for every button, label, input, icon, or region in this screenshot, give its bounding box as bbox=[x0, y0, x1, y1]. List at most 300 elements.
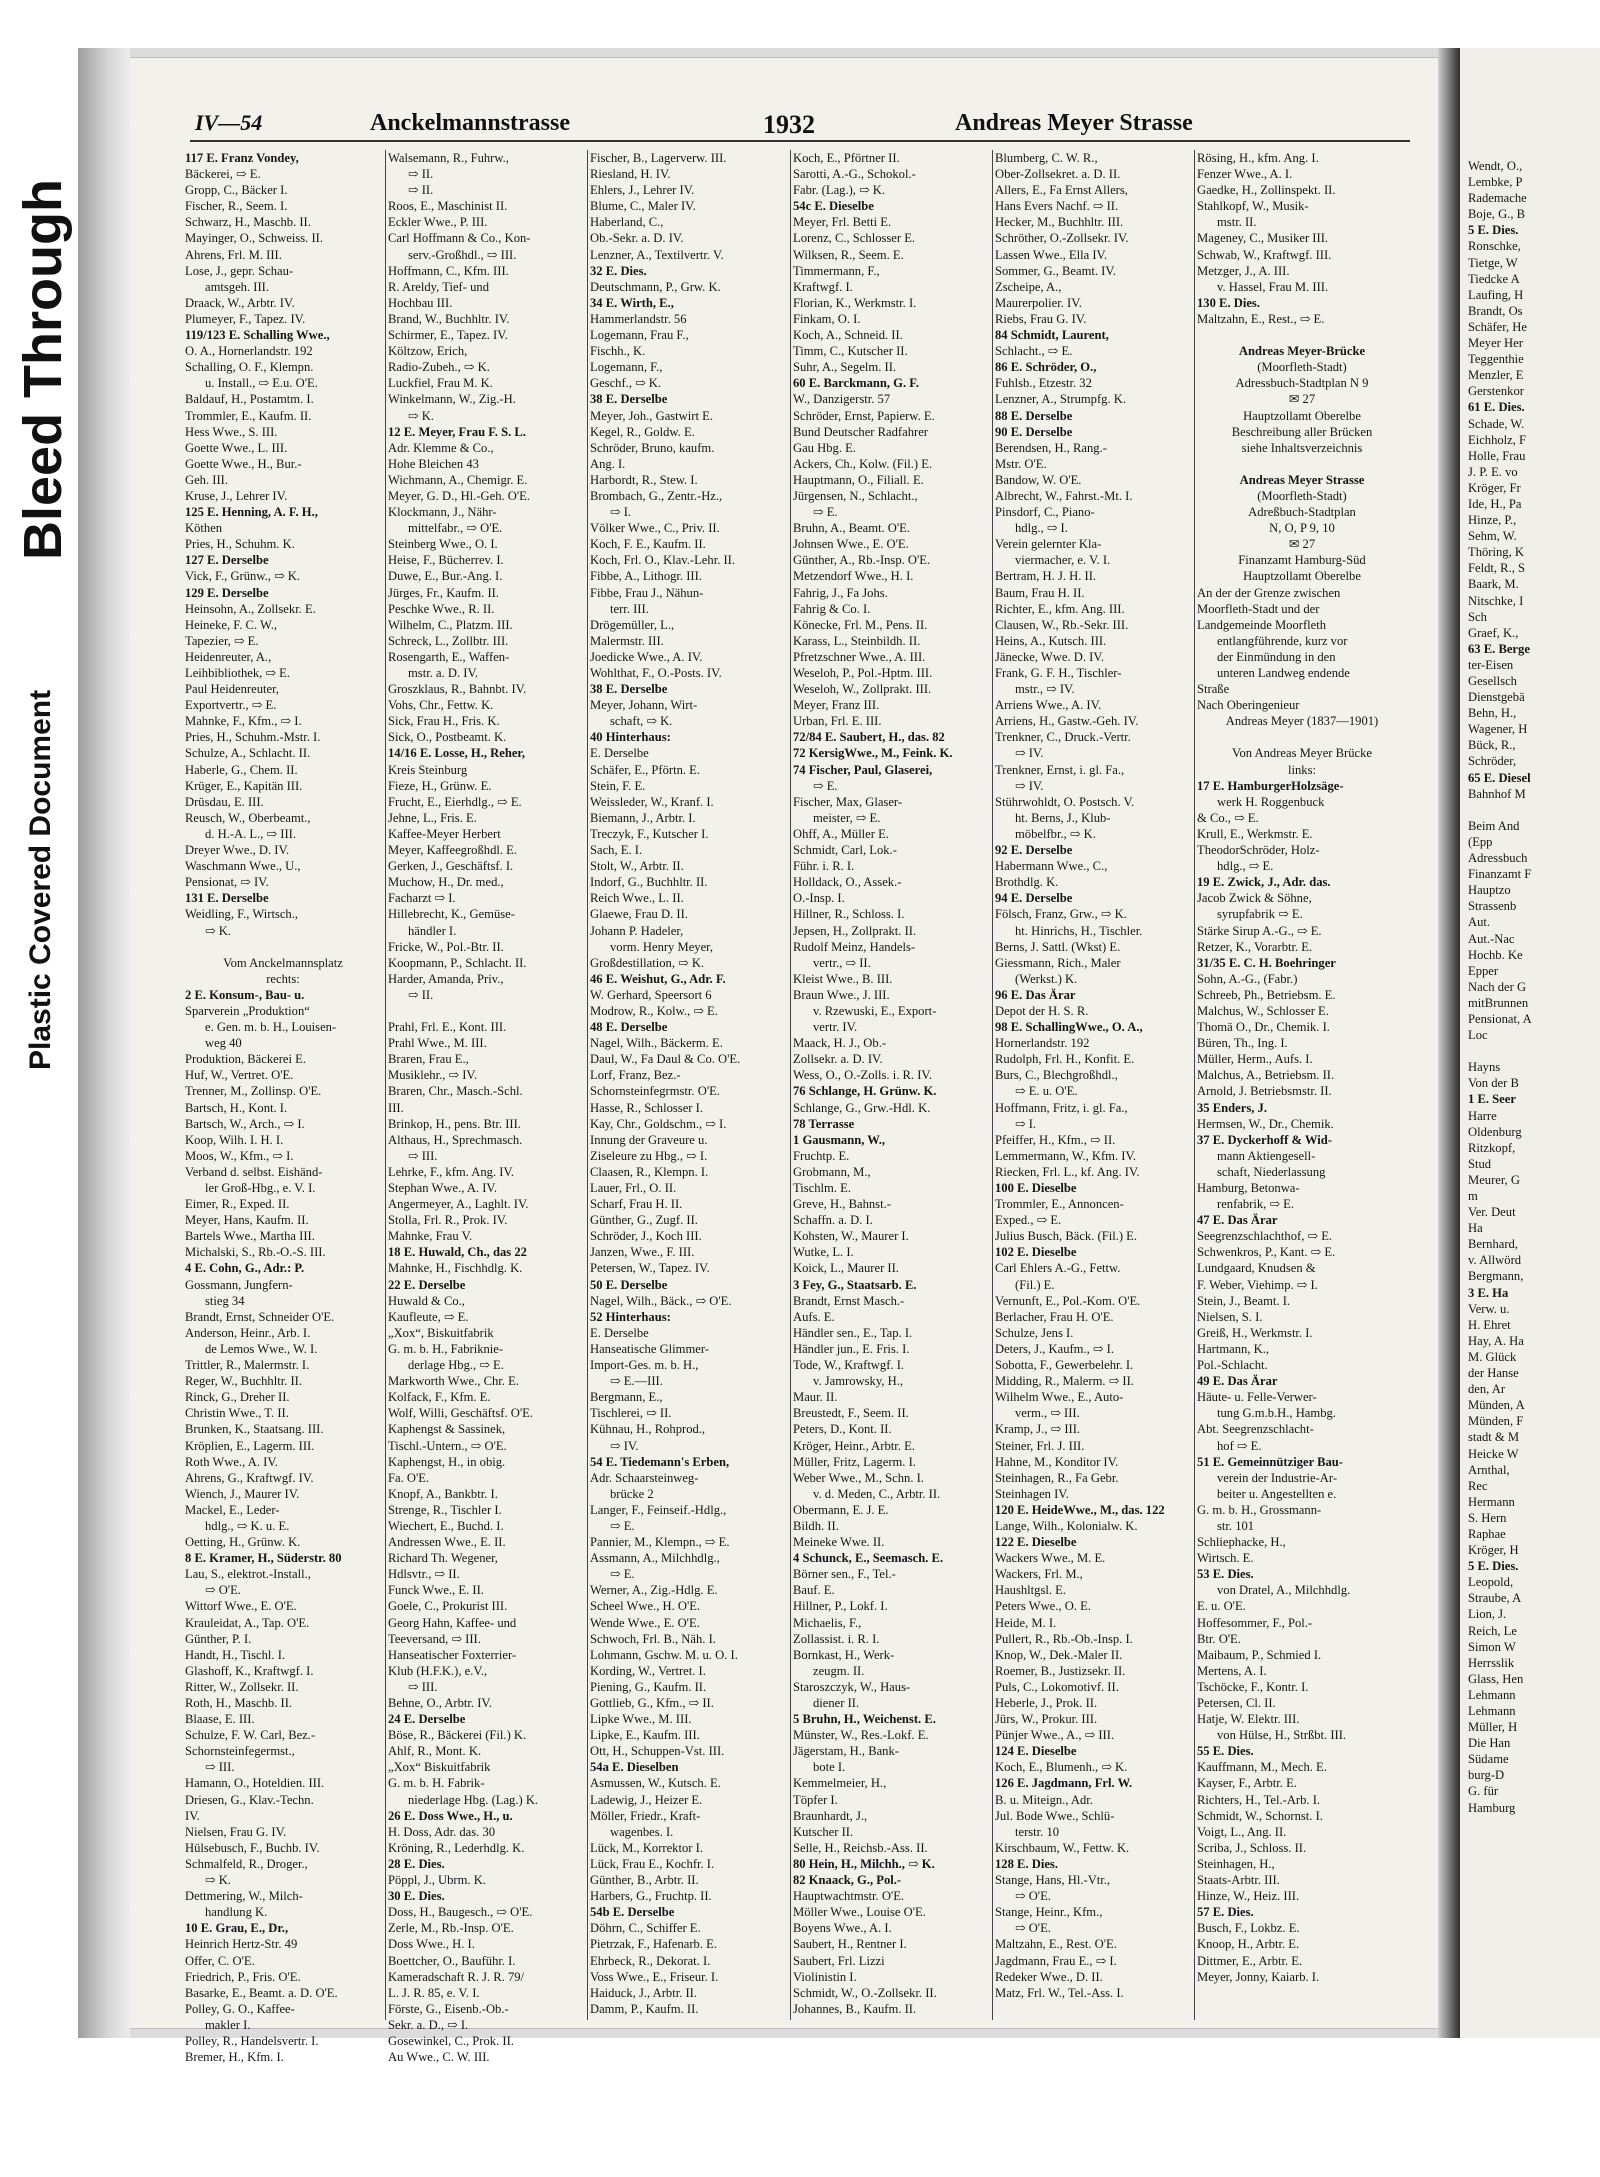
directory-entry: Stärke Sirup A.-G., ⇨ E. bbox=[1197, 923, 1322, 938]
adjacent-page-entry: Bahnhof M bbox=[1468, 786, 1526, 801]
directory-entry: Führ. i. R. I. bbox=[793, 859, 855, 874]
directory-entry: ⇨ E.—III. bbox=[610, 1374, 663, 1389]
adjacent-page-entry: Reich, Le bbox=[1468, 1623, 1517, 1638]
directory-entry: vertr. IV. bbox=[813, 1020, 858, 1035]
bleed-through-label: Bleed Through bbox=[13, 179, 73, 560]
directory-entry: Oetting, H., Grünw. K. bbox=[185, 1535, 301, 1550]
directory-entry: Brombach, G., Zentr.-Hz., bbox=[590, 488, 723, 503]
directory-entry: Facharzt ⇨ I. bbox=[388, 891, 456, 906]
directory-entry: H. Doss, Adr. das. 30 bbox=[388, 1824, 496, 1839]
directory-entry: weg 40 bbox=[205, 1036, 242, 1051]
directory-entry: 4 E. Cohn, G., Adr.: P. bbox=[185, 1261, 305, 1276]
directory-entry: Schornsteinfegrmstr. O'E. bbox=[590, 1084, 720, 1099]
directory-entry: Plumeyer, F., Tapez. IV. bbox=[185, 311, 306, 326]
directory-entry: 53 E. Dies. bbox=[1197, 1567, 1254, 1582]
directory-entry: Heberle, J., Prok. II. bbox=[995, 1696, 1098, 1710]
directory-entry: Hauptzollamt Oberelbe bbox=[1243, 569, 1361, 584]
directory-entry: Bornkast, H., Werk- bbox=[793, 1647, 895, 1662]
directory-entry: Günther, A., Rb.-Insp. O'E. bbox=[793, 553, 931, 568]
adjacent-page-entry: Herrsslik bbox=[1468, 1655, 1515, 1670]
directory-entry: Haushltgsl. E. bbox=[995, 1583, 1067, 1598]
directory-entry: Baum, Frau H. II. bbox=[995, 585, 1085, 600]
directory-entry: mann Aktiengesell- bbox=[1217, 1148, 1316, 1163]
directory-entry: Muchow, H., Dr. med., bbox=[388, 875, 504, 890]
directory-entry: Bäckerei, ⇨ E. bbox=[185, 167, 261, 182]
directory-column-6 bbox=[1197, 150, 1407, 2020]
adjacent-page-entry: Leopold, bbox=[1468, 1575, 1514, 1590]
directory-entry: Bertram, H. J. H. II. bbox=[995, 569, 1097, 584]
directory-entry: Kruse, J., Lehrer IV. bbox=[185, 488, 288, 503]
column-rule bbox=[790, 150, 791, 2020]
directory-entry: Andreas Meyer (1837—1901) bbox=[1225, 714, 1379, 729]
directory-entry: Braun Wwe., J. III. bbox=[793, 987, 890, 1002]
directory-entry: 72/84 E. Saubert, H., das. 82 bbox=[793, 730, 945, 745]
directory-entry: Verein gelernter Kla- bbox=[995, 537, 1102, 552]
directory-entry: Althaus, H., Sprechmasch. bbox=[388, 1132, 523, 1147]
directory-entry: Stein, J., Beamt. I. bbox=[1197, 1293, 1291, 1308]
directory-entry: Blumberg, C. W. R., bbox=[995, 151, 1098, 165]
directory-entry: Pietrzak, F., Hafenarb. E. bbox=[590, 1937, 717, 1952]
directory-entry: Kröplien, E., Lagerm. III. bbox=[185, 1438, 315, 1453]
directory-entry: Nielsen, Frau G. IV. bbox=[185, 1824, 287, 1839]
adjacent-page-entry: Teggenthie bbox=[1468, 352, 1524, 367]
directory-entry: Lauer, Frl., O. II. bbox=[590, 1181, 677, 1195]
directory-entry: ⇨ E. bbox=[813, 778, 838, 793]
adjacent-page-entry: (Epp bbox=[1468, 834, 1493, 849]
directory-entry: mstr. II. bbox=[1217, 215, 1257, 230]
directory-entry: Kaphengst & Sassinek, bbox=[388, 1422, 506, 1437]
directory-entry: Hülsebusch, F., Buchb. IV. bbox=[185, 1840, 320, 1855]
directory-entry: Rosengarth, E., Waffen- bbox=[388, 649, 510, 664]
adjacent-page-entry: Simon W bbox=[1468, 1639, 1516, 1654]
directory-entry: Angermeyer, A., Laghlt. IV. bbox=[388, 1197, 529, 1212]
directory-entry: Koopmann, P., Schlacht. II. bbox=[388, 955, 527, 970]
directory-entry: möbelfbr., ⇨ K. bbox=[1015, 826, 1096, 841]
directory-entry: 82 Knaack, G., Pol.- bbox=[793, 1873, 902, 1888]
directory-entry: Allers, E., Fa Ernst Allers, bbox=[995, 183, 1128, 198]
directory-entry: 22 E. Derselbe bbox=[388, 1277, 466, 1292]
directory-entry: Thomä O., Dr., Chemik. I. bbox=[1197, 1020, 1330, 1035]
directory-entry: Adressbuch-Stadtplan N 9 bbox=[1235, 376, 1369, 391]
directory-entry: Vom Anckelmannsplatz bbox=[223, 955, 343, 970]
directory-entry: Braren, Frau E., bbox=[388, 1052, 469, 1067]
directory-entry: 72 KersigWwe., M., Feink. K. bbox=[793, 746, 953, 761]
directory-entry: ⇨ II. bbox=[408, 167, 434, 182]
directory-entry: Költzow, Erich, bbox=[388, 344, 468, 359]
directory-entry: Lenzner, A., Textilvertr. V. bbox=[590, 247, 724, 262]
adjacent-page-entry: 63 E. Berge bbox=[1468, 641, 1530, 656]
directory-entry: Heidenreuter, A., bbox=[185, 649, 272, 664]
directory-entry: Import-Ges. m. b. H., bbox=[590, 1358, 699, 1373]
directory-entry: Arriens Wwe., A. IV. bbox=[995, 698, 1102, 713]
directory-entry: O. A., Hornerlandstr. 192 bbox=[185, 344, 313, 359]
adjacent-page-entry: Kröger, H bbox=[1468, 1543, 1519, 1558]
adjacent-page-entry: Menzler, E bbox=[1468, 368, 1524, 383]
directory-entry: Heide, M. I. bbox=[995, 1615, 1057, 1630]
header-rule bbox=[190, 140, 1410, 142]
directory-entry: Kutscher II. bbox=[793, 1824, 854, 1839]
directory-entry: Hatje, W. Elektr. III. bbox=[1197, 1712, 1300, 1727]
directory-entry: Staroszczyk, W., Haus- bbox=[793, 1679, 911, 1694]
directory-entry: Kramp, J., ⇨ III. bbox=[995, 1422, 1081, 1437]
adjacent-page-entry: Tiedcke A bbox=[1468, 271, 1520, 286]
adjacent-page-column bbox=[1468, 158, 1600, 1816]
adjacent-page-entry: J. P. E. vo bbox=[1468, 464, 1518, 479]
directory-entry: Hochbau III. bbox=[388, 295, 453, 310]
directory-entry: 19 E. Zwick, J., Adr. das. bbox=[1197, 875, 1331, 890]
directory-entry: Lehrke, F., kfm. Ang. IV. bbox=[388, 1164, 515, 1179]
directory-entry: Mahnke, Frau V. bbox=[388, 1229, 473, 1244]
directory-entry: Hamburg, Betonwa- bbox=[1197, 1181, 1300, 1195]
directory-entry: Exped., ⇨ E. bbox=[995, 1213, 1062, 1228]
directory-entry: 12 E. Meyer, Frau F. S. L. bbox=[388, 424, 526, 439]
directory-entry: Meyer, Kaffeegroßhdl. E. bbox=[388, 843, 517, 858]
directory-entry: Michaelis, F., bbox=[793, 1615, 862, 1630]
directory-entry: 131 E. Derselbe bbox=[185, 891, 269, 906]
directory-entry: Könecke, Frl. M., Pens. II. bbox=[793, 617, 928, 632]
directory-entry: Mayinger, O., Schweiss. II. bbox=[185, 231, 324, 246]
directory-entry: 51 E. Gemeinnütziger Bau- bbox=[1197, 1454, 1343, 1469]
directory-column-1 bbox=[185, 150, 381, 2065]
directory-entry: Harbordt, R., Stew. I. bbox=[590, 472, 698, 487]
directory-entry: Mackel, E., Leder- bbox=[185, 1502, 280, 1517]
adjacent-page-entry: Thöring, K bbox=[1468, 545, 1524, 560]
directory-entry: Maurerpolier. IV. bbox=[995, 295, 1082, 310]
directory-entry: 78 Terrasse bbox=[793, 1116, 855, 1131]
directory-entry: 38 E. Derselbe bbox=[590, 392, 668, 407]
binding-gutter bbox=[78, 48, 130, 2038]
directory-entry: ⇨ III. bbox=[408, 1679, 438, 1694]
directory-entry: Karass, L., Steinbildh. II. bbox=[793, 633, 921, 648]
directory-entry: Saubert, H., Rentner I. bbox=[793, 1937, 907, 1952]
directory-entry: Pries, H., Schuhm. K. bbox=[185, 537, 295, 552]
adjacent-page-entry: Hauptzo bbox=[1468, 883, 1511, 898]
directory-entry: Kayser, F., Arbtr. E. bbox=[1197, 1776, 1297, 1791]
directory-entry: Staats-Arbtr. III. bbox=[1197, 1873, 1280, 1888]
directory-entry: TheodorSchröder, Holz- bbox=[1197, 843, 1320, 858]
directory-entry: mstr. a. D. IV. bbox=[408, 666, 479, 680]
directory-entry: händler I. bbox=[408, 923, 457, 938]
adjacent-page-entry: Eichholz, F bbox=[1468, 432, 1527, 447]
directory-entry: Meyer, Frl. Betti E. bbox=[793, 215, 892, 230]
directory-entry: B. u. Miteign., Adr. bbox=[995, 1792, 1093, 1807]
directory-entry: Wittorf Wwe., E. O'E. bbox=[185, 1599, 297, 1614]
directory-entry: Zollassist. i. R. I. bbox=[793, 1631, 880, 1646]
directory-entry: Reger, W., Buchhltr. II. bbox=[185, 1374, 303, 1389]
adjacent-page-entry: Harre bbox=[1468, 1108, 1497, 1123]
directory-entry: Tischl.-Untern., ⇨ O'E. bbox=[388, 1438, 507, 1453]
directory-entry: Moos, W., Kfm., ⇨ I. bbox=[185, 1148, 294, 1163]
directory-entry: Krüger, E., Kapitän III. bbox=[185, 778, 303, 793]
adjacent-page-entry: M. Glück bbox=[1468, 1349, 1517, 1364]
directory-entry: Hillner, P., Lokf. I. bbox=[793, 1599, 888, 1614]
directory-entry: zeugm. II. bbox=[813, 1663, 865, 1678]
directory-entry: 129 E. Derselbe bbox=[185, 585, 269, 600]
directory-entry: Carl Ehlers A.-G., Fettw. bbox=[995, 1261, 1121, 1276]
directory-entry: Kleist Wwe., B. III. bbox=[793, 971, 893, 986]
directory-entry: 128 E. Dies. bbox=[995, 1856, 1058, 1871]
adjacent-page-entry: Hay, A. Ha bbox=[1468, 1333, 1524, 1348]
directory-entry: ⇨ K. bbox=[205, 1873, 231, 1888]
directory-entry: Büren, Th., Ing. I. bbox=[1197, 1036, 1288, 1051]
directory-entry: O.-Insp. I. bbox=[793, 891, 845, 906]
directory-entry: de Lemos Wwe., W. I. bbox=[205, 1341, 318, 1356]
directory-entry: Landgemeinde Moorfleth bbox=[1197, 617, 1327, 632]
directory-entry: vorm. Henry Meyer, bbox=[610, 939, 714, 954]
directory-entry: Meyer, Jonny, Kaiarb. I. bbox=[1197, 1969, 1320, 1984]
directory-entry: von Hülse, H., Strßbt. III. bbox=[1217, 1728, 1347, 1743]
directory-entry: Tischlm. E. bbox=[793, 1181, 851, 1195]
directory-entry: Roemer, B., Justizsekr. II. bbox=[995, 1663, 1126, 1678]
directory-entry: Logemann, Frau F., bbox=[590, 328, 689, 343]
directory-entry: Draack, W., Arbtr. IV. bbox=[185, 295, 295, 310]
directory-entry: Koch, F. E., Kaufm. II. bbox=[590, 537, 706, 552]
adjacent-page-entry: Brandt, Os bbox=[1468, 303, 1523, 318]
directory-entry: Wackers, Frl. M., bbox=[995, 1567, 1083, 1582]
adjacent-page-entry: Südame bbox=[1468, 1752, 1509, 1767]
directory-entry: Schaffn. a. D. I. bbox=[793, 1213, 873, 1228]
directory-entry: Trenner, M., Zollinsp. O'E. bbox=[185, 1084, 322, 1099]
directory-entry: Stephan Wwe., A. IV. bbox=[388, 1181, 498, 1195]
directory-entry: Finanzamt Hamburg-Süd bbox=[1238, 553, 1366, 568]
adjacent-page-entry bbox=[1468, 1043, 1600, 1059]
directory-entry: Ziseleure zu Hbg., ⇨ I. bbox=[590, 1148, 708, 1163]
directory-entry: Voigt, L., Ang. II. bbox=[1197, 1824, 1287, 1839]
directory-entry: Violinistin I. bbox=[793, 1969, 857, 1984]
directory-entry: Stolt, W., Arbtr. II. bbox=[590, 859, 684, 874]
directory-entry: unteren Landweg endende bbox=[1217, 666, 1350, 680]
directory-entry: Pannier, M., Klempn., ⇨ E. bbox=[590, 1535, 730, 1550]
directory-entry: entlangführende, kurz vor bbox=[1217, 633, 1348, 648]
directory-entry: Kröning, R., Lederhdlg. K. bbox=[388, 1840, 525, 1855]
directory-entry: Schwenkros, P., Kant. ⇨ E. bbox=[1197, 1245, 1336, 1260]
directory-entry: „Xox“, Biskuitfabrik bbox=[388, 1325, 494, 1340]
directory-entry: 2 E. Konsum-, Bau- u. bbox=[185, 987, 305, 1002]
directory-entry: Fölsch, Franz, Grw., ⇨ K. bbox=[995, 907, 1127, 922]
directory-entry: Wackers Wwe., M. E. bbox=[995, 1551, 1106, 1566]
directory-entry: Trenkner, Ernst, i. gl. Fa., bbox=[995, 762, 1125, 777]
directory-entry: v. Jamrowsky, H., bbox=[813, 1374, 904, 1389]
directory-entry: Urban, Frl. E. III. bbox=[793, 714, 882, 729]
directory-entry: Tapezier, ⇨ E. bbox=[185, 633, 259, 648]
directory-entry: Schäfer, E., Pförtn. E. bbox=[590, 762, 701, 777]
directory-entry: Suhr, A., Segelm. II. bbox=[793, 360, 897, 375]
directory-entry: Verband d. selbst. Eishänd- bbox=[185, 1164, 323, 1179]
directory-entry: Janzen, Wwe., F. III. bbox=[590, 1245, 695, 1260]
directory-entry: Rinck, G., Dreher II. bbox=[185, 1390, 290, 1405]
directory-entry: schaft, Niederlassung bbox=[1217, 1164, 1326, 1179]
directory-entry: Schmidt, Carl, Lok.- bbox=[793, 843, 897, 858]
directory-entry: Florian, K., Werkmstr. I. bbox=[793, 295, 917, 310]
directory-entry: Klub (H.F.K.), e.V., bbox=[388, 1663, 488, 1678]
directory-entry: Schröther, O.-Zollsekr. IV. bbox=[995, 231, 1129, 246]
directory-entry: 26 E. Doss Wwe., H., u. bbox=[388, 1808, 513, 1823]
directory-entry: Indorf, G., Buchhltr. II. bbox=[590, 875, 708, 890]
directory-entry: brücke 2 bbox=[610, 1486, 654, 1501]
directory-entry bbox=[1197, 456, 1407, 472]
directory-entry: Winkelmann, W., Zig.-H. bbox=[388, 392, 516, 407]
directory-entry: Scharf, Frau H. II. bbox=[590, 1197, 683, 1212]
directory-entry: Innung der Graveure u. bbox=[590, 1132, 708, 1147]
directory-entry: Goette Wwe., L. III. bbox=[185, 440, 288, 455]
directory-entry: Breustedt, F., Seem. II. bbox=[793, 1406, 909, 1421]
adjacent-page-entry: Münden, A bbox=[1468, 1398, 1525, 1413]
directory-entry: handlung K. bbox=[205, 1905, 268, 1920]
directory-entry: Driesen, G., Klav.-Techn. bbox=[185, 1792, 314, 1807]
directory-entry: 3 Fey, G., Staatsarb. E. bbox=[793, 1277, 917, 1292]
header-street-right: Andreas Meyer Strasse bbox=[955, 110, 1193, 136]
directory-entry: Schulze, Jens I. bbox=[995, 1325, 1074, 1340]
directory-entry: Arriens, H., Gastw.-Geh. IV. bbox=[995, 714, 1139, 729]
adjacent-page-entry bbox=[1468, 802, 1600, 818]
adjacent-page-entry: Tietge, W bbox=[1468, 255, 1518, 270]
directory-entry: Carl Hoffmann & Co., Kon- bbox=[388, 231, 531, 246]
adjacent-page-entry: burg-D bbox=[1468, 1768, 1505, 1783]
directory-entry: Wiechert, E., Buchd. I. bbox=[388, 1518, 504, 1533]
adjacent-page-entry: Hermann bbox=[1468, 1494, 1515, 1509]
directory-entry: Exportvertr., ⇨ E. bbox=[185, 698, 277, 713]
directory-entry: Baldauf, H., Postamtm. I. bbox=[185, 392, 314, 407]
directory-entry: Pünjer Wwe., A., ⇨ III. bbox=[995, 1728, 1115, 1743]
directory-entry: Gottlieb, G., Kfm., ⇨ II. bbox=[590, 1696, 714, 1710]
directory-entry: 76 Schlange, H. Grünw. K. bbox=[793, 1084, 937, 1099]
directory-entry: Midding, R., Malerm. ⇨ II. bbox=[995, 1374, 1134, 1389]
directory-entry: Paul Heidenreuter, bbox=[185, 682, 279, 697]
directory-entry: Burs, C., Blechgroßhdl., bbox=[995, 1068, 1118, 1083]
adjacent-page-entry: Behn, H., bbox=[1468, 706, 1517, 721]
adjacent-page-entry: Bück, R., bbox=[1468, 738, 1516, 753]
directory-entry: Schwarz, H., Maschb. II. bbox=[185, 215, 311, 230]
directory-entry: str. 101 bbox=[1217, 1518, 1255, 1533]
directory-entry: „Xox“ Biskuitfabrik bbox=[388, 1760, 491, 1775]
directory-entry: ⇨ II. bbox=[408, 183, 434, 198]
directory-entry: mstr., ⇨ IV. bbox=[1015, 682, 1075, 697]
directory-entry: Ritter, W., Zollsekr. II. bbox=[185, 1679, 299, 1694]
directory-entry: Hamann, O., Hoteldien. III. bbox=[185, 1776, 325, 1791]
directory-entry: verein der Industrie-Ar- bbox=[1217, 1470, 1338, 1485]
directory-entry: Wolf, Willi, Geschäftsf. O'E. bbox=[388, 1406, 533, 1421]
directory-entry: Trittler, R., Malermstr. I. bbox=[185, 1358, 310, 1373]
directory-entry: Pol.-Schlacht. bbox=[1197, 1358, 1268, 1373]
directory-entry: ⇨ O'E. bbox=[1015, 1921, 1051, 1936]
directory-entry: Hdlsvtr., ⇨ II. bbox=[388, 1567, 460, 1582]
directory-entry: Polley, R., Handelsvertr. I. bbox=[185, 2033, 319, 2048]
directory-entry: meister, ⇨ E. bbox=[813, 810, 881, 825]
directory-entry: 74 Fischer, Paul, Glaserei, bbox=[793, 762, 933, 777]
directory-entry: Andreas Meyer-Brücke bbox=[1238, 344, 1366, 359]
directory-entry: Tode, W., Kraftwgf. I. bbox=[793, 1358, 905, 1373]
directory-entry: Boyens Wwe., A. I. bbox=[793, 1921, 892, 1936]
directory-entry: & Co., ⇨ E. bbox=[1197, 810, 1259, 825]
directory-entry: Luckfiel, Frau M. K. bbox=[388, 376, 493, 391]
directory-entry: 37 E. Dyckerhoff & Wid- bbox=[1197, 1132, 1332, 1147]
directory-entry: Steinhagen, H., bbox=[1197, 1856, 1275, 1871]
directory-entry: 60 E. Barckmann, G. F. bbox=[793, 376, 919, 391]
directory-entry: Fricke, W., Pol.-Btr. II. bbox=[388, 939, 504, 954]
directory-entry: Günther, B., Arbtr. II. bbox=[590, 1873, 699, 1888]
directory-entry: Wilhelm, C., Platzm. III. bbox=[388, 617, 513, 632]
directory-entry: Brunken, K., Staatsang. III. bbox=[185, 1422, 324, 1437]
directory-entry: Hammerlandstr. 56 bbox=[590, 311, 687, 326]
directory-entry: Basarke, E., Beamt. a. D. O'E. bbox=[185, 1985, 338, 2000]
directory-entry: E. u. O'E. bbox=[1197, 1599, 1246, 1614]
directory-entry: Roth Wwe., A. IV. bbox=[185, 1454, 278, 1469]
page-header bbox=[195, 110, 1410, 150]
directory-entry: Maltzahn, E., Rest., ⇨ E. bbox=[1197, 311, 1325, 326]
directory-entry bbox=[1197, 729, 1407, 745]
directory-entry: 96 E. Das Ärar bbox=[995, 987, 1076, 1002]
adjacent-page-entry: den, Ar bbox=[1468, 1382, 1506, 1397]
directory-entry: Waschmann Wwe., U., bbox=[185, 859, 301, 874]
adjacent-page-entry: 1 E. Seer bbox=[1468, 1092, 1516, 1107]
directory-entry: Gossmann, Jungfern- bbox=[185, 1277, 293, 1292]
directory-entry: ⇨ E. bbox=[610, 1518, 635, 1533]
directory-entry: Giessmann, Rich., Maler bbox=[995, 955, 1121, 970]
directory-entry: Gaedke, H., Zollinspekt. II. bbox=[1197, 183, 1336, 198]
directory-entry: 122 E. Dieselbe bbox=[995, 1535, 1077, 1550]
directory-entry: Rudolph, Frl. H., Konfit. E. bbox=[995, 1052, 1135, 1067]
directory-entry: Andreas Meyer Strasse bbox=[1239, 472, 1365, 487]
directory-entry: Ang. I. bbox=[590, 456, 626, 471]
directory-entry: Hoffmann, Fritz, i. gl. Fa., bbox=[995, 1100, 1128, 1115]
directory-entry: Timmermann, F., bbox=[793, 263, 880, 278]
directory-column-4 bbox=[793, 150, 989, 2020]
directory-entry: N, O, P 9, 10 bbox=[1269, 521, 1335, 536]
directory-entry: Aufs. E. bbox=[793, 1309, 835, 1324]
adjacent-page-entry: Wendt, O., bbox=[1468, 159, 1523, 173]
directory-entry: Fieze, H., Grünw. E. bbox=[388, 778, 492, 793]
directory-entry: Eckler Wwe., P. III. bbox=[388, 215, 488, 230]
directory-entry: Bauf. E. bbox=[793, 1583, 835, 1598]
directory-entry: Stange, Heinr., Kfm., bbox=[995, 1905, 1103, 1920]
directory-entry: Heinrich Hertz-Str. 49 bbox=[185, 1937, 298, 1952]
directory-entry: Brothdlg. K. bbox=[995, 875, 1059, 890]
directory-entry: v. Rzewuski, E., Export- bbox=[813, 1003, 937, 1018]
directory-entry: An der der Grenze zwischen bbox=[1197, 585, 1341, 600]
directory-entry: Ohff, A., Müller E. bbox=[793, 826, 889, 841]
directory-entry: Harbers, G., Fruchtp. II. bbox=[590, 1889, 712, 1904]
directory-entry: Pries, H., Schuhm.-Mstr. I. bbox=[185, 730, 321, 745]
directory-entry: R. Areldy, Tief- und bbox=[388, 279, 489, 294]
directory-entry: Geh. III. bbox=[185, 472, 229, 487]
directory-entry: Markworth Wwe., Chr. E. bbox=[388, 1374, 519, 1389]
directory-entry: Kröger, Heinr., Arbtr. E. bbox=[793, 1438, 915, 1453]
directory-entry: Weidling, F., Wirtsch., bbox=[185, 907, 299, 922]
directory-entry: Lohmann, Gschw. M. u. O. I. bbox=[590, 1647, 738, 1662]
header-year: 1932 bbox=[763, 110, 815, 139]
directory-entry: Kauffmann, M., Mech. E. bbox=[1197, 1760, 1327, 1775]
adjacent-page-entry: v. Allwörd bbox=[1468, 1253, 1522, 1268]
directory-entry: (Moorfleth-Stadt) bbox=[1257, 360, 1347, 375]
directory-entry: Mstr. O'E. bbox=[995, 456, 1047, 471]
directory-entry: Petersen, Cl. II. bbox=[1197, 1696, 1276, 1710]
directory-entry: Fibbe, Frau J., Nähun- bbox=[590, 585, 704, 600]
directory-entry: Adreßbuch-Stadtplan bbox=[1248, 505, 1356, 520]
directory-entry: Händler jun., E. Fris. I. bbox=[793, 1341, 910, 1356]
directory-entry: links: bbox=[1288, 762, 1316, 777]
directory-entry: Holldack, O., Assek.- bbox=[793, 875, 902, 890]
directory-entry: Fruchtp. E. bbox=[793, 1148, 850, 1163]
adjacent-page-entry: Sch bbox=[1468, 609, 1487, 624]
directory-entry: Nagel, Wilh., Bäck., ⇨ O'E. bbox=[590, 1293, 732, 1308]
directory-entry: Sobotta, F., Gewerbelehr. I. bbox=[995, 1358, 1134, 1373]
directory-entry: 52 Hinterhaus: bbox=[590, 1309, 671, 1324]
adjacent-page-entry: Münden, F bbox=[1468, 1414, 1524, 1429]
directory-entry: viermacher, e. V. I. bbox=[1015, 553, 1111, 568]
directory-entry: 4 Schunck, E., Seemasch. E. bbox=[793, 1551, 944, 1566]
directory-entry: ✉ 27 bbox=[1288, 392, 1316, 407]
directory-entry: Saubert, Frl. Lizzi bbox=[793, 1953, 885, 1968]
